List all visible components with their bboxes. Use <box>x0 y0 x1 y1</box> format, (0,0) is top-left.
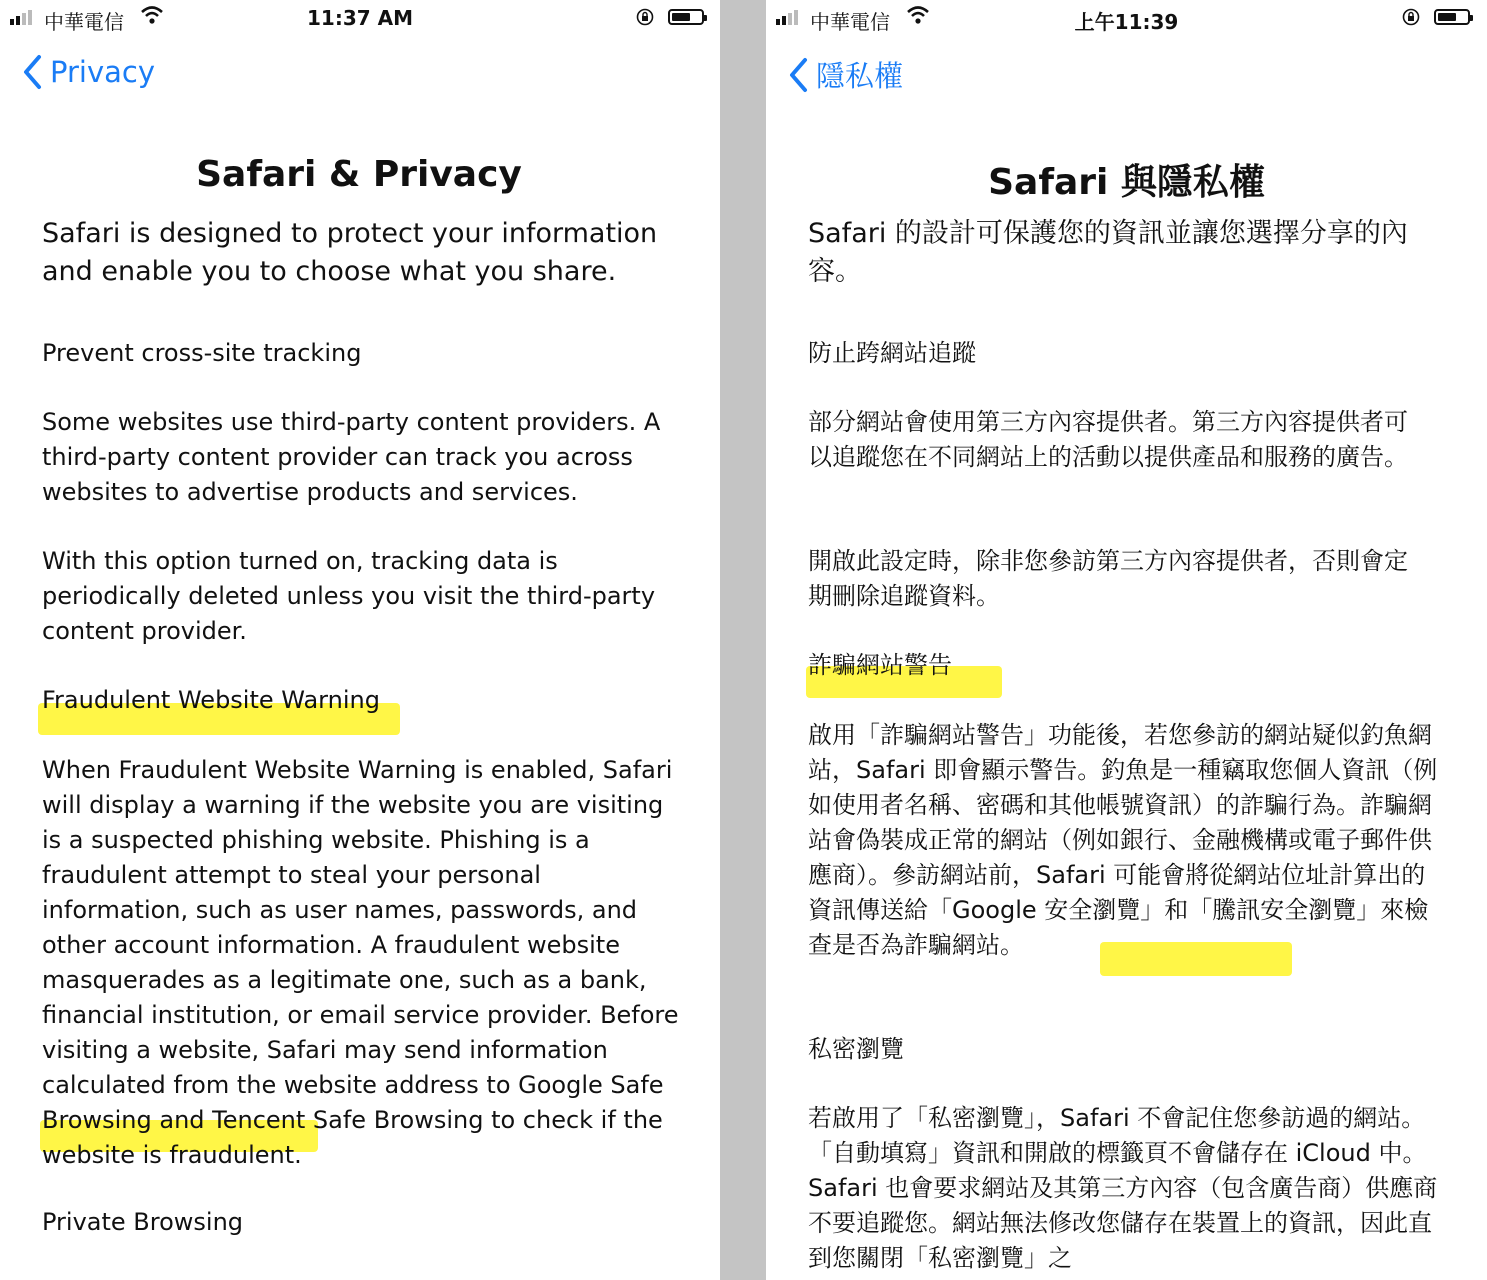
chevron-left-icon <box>22 54 42 90</box>
back-button[interactable] <box>788 54 903 95</box>
rotation-lock-icon <box>636 8 654 26</box>
battery-icon <box>668 9 704 25</box>
page-title: Safari 與隱私權 <box>988 162 1265 203</box>
rotation-lock-icon <box>1402 8 1420 26</box>
left-screenshot <box>0 0 720 1280</box>
section-heading-fraud: Fraudulent Website Warning <box>42 686 380 714</box>
status-time: 上午11:39 <box>1074 10 1179 34</box>
cross-site-paragraph-2: 開啟此設定時，除非您參訪第三方內容提供者，否則會定期刪除追蹤資料。 <box>808 547 1408 610</box>
battery-icon <box>1434 9 1470 25</box>
intro-text: Safari 的設計可保護您的資訊並讓您選擇分享的內容。 <box>808 218 1408 287</box>
status-bar <box>766 0 1487 40</box>
section-heading-private: Private Browsing <box>42 1208 244 1236</box>
status-bar <box>0 0 720 40</box>
cross-site-paragraph-2: With this option turned on, tracking data is periodically deleted unless you visit the third-party content provider. <box>42 547 656 645</box>
status-time: 11:37 AM <box>306 6 413 30</box>
section-heading-private: 私密瀏覽 <box>808 1035 904 1063</box>
section-heading-fraud: 詐騙網站警告 <box>808 651 952 679</box>
right-screenshot <box>766 0 1487 1280</box>
back-label: Privacy <box>50 55 155 89</box>
fraud-paragraph: 啟用「詐騙網站警告」功能後，若您參訪的網站疑似釣魚網站，Safari 即會顯示警告。釣魚是一種竊取您個人資訊（例如使用者名稱、密碼和其他帳號資訊）的詐騙行為。詐騙網站會偽裝成正常的網站（例如銀行、金融機構或電子郵件供應商）。參訪網站前，Safari 可能會將從網站位址計算出的資訊傳送給「Google 安全瀏覽」和「騰訊安全瀏覽」來檢查是否為詐騙網站。 <box>808 721 1438 959</box>
cross-site-paragraph-1: 部分網站會使用第三方內容提供者。第三方內容提供者可以追蹤您在不同網站上的活動以提供產品和服務的廣告。 <box>808 408 1408 471</box>
private-paragraph: 若啟用了「私密瀏覽」，Safari 不會記住您參訪過的網站。「自動填寫」資訊和開啟的標籤頁不會儲存在 iCloud 中。Safari 也會要求網站及其第三方內容（包含廣告商）供應商不要追蹤您。網站無法修改您儲存在裝置上的資訊，因此直到您關閉「私密瀏覽」之 <box>808 1104 1438 1272</box>
section-heading-cross-site: Prevent cross-site tracking <box>42 339 362 367</box>
carrier-label: 中華電信 <box>44 10 124 34</box>
carrier-label: 中華電信 <box>810 10 890 34</box>
fraud-paragraph: When Fraudulent Website Warning is enabled, Safari will display a warning if the website you are visiting is a suspected phishing website. Phishing is a fraudulent attempt to steal your personal information, such as user names, passwords, and other account information. A fraudulent website masquerades as a legitimate one, such as a bank, financial institution, or email service provider. Before visiting a website, Safari may send information calculated from the website address to Google Safe Browsing and Tencent Safe Browsing to check if the website is fraudulent. <box>42 756 679 1169</box>
back-button[interactable] <box>22 54 155 90</box>
intro-text: Safari is designed to protect your information and enable you to choose what you share. <box>42 218 658 287</box>
section-heading-cross-site: 防止跨網站追蹤 <box>808 339 976 367</box>
page-title: Safari & Privacy <box>196 154 522 195</box>
back-label: 隱私權 <box>816 59 904 93</box>
cross-site-paragraph-1: Some websites use third-party content providers. A third-party content provider can track you across websites to advertise products and services. <box>42 408 661 506</box>
chevron-left-icon <box>788 57 808 93</box>
